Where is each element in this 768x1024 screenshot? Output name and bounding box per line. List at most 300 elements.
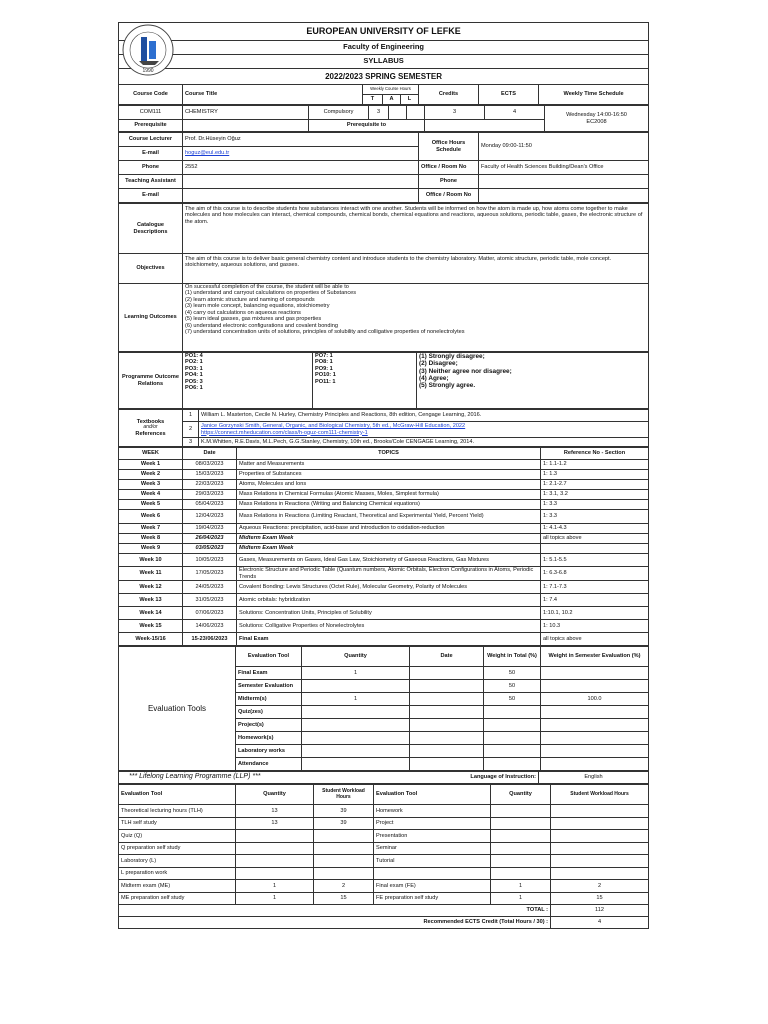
language-value: English [539, 772, 649, 784]
references-title: References [135, 430, 166, 437]
ects-label: ECTS [479, 85, 539, 105]
week-reference: 1: 5.1-5.5 [541, 554, 649, 567]
workload-qty-left [236, 830, 314, 843]
course-title-label: Course Title [183, 85, 363, 105]
eval-weight-semester [541, 667, 649, 680]
and-or-text: and/or [143, 424, 158, 431]
workload-hours-right [551, 842, 649, 855]
po-item: PO1: 4 [185, 353, 203, 359]
workload-qty-left: 1 [236, 880, 314, 893]
ta-label: Teaching Assistant [119, 175, 183, 189]
po-item: PO2: 1 [185, 359, 203, 366]
week-label: Week 15 [119, 620, 183, 633]
workload-item-right: Seminar [374, 842, 491, 855]
week-row [119, 607, 649, 620]
week-label: Week 12 [119, 581, 183, 594]
eval-quantity [302, 706, 410, 719]
description-table [118, 203, 649, 352]
workload-hours-header-right: Student Workload Hours [551, 785, 649, 805]
learning-outcomes-label: Learning Outcomes [119, 284, 183, 352]
outcome-line: (4) carry out calculations on aqueous reactions [185, 309, 301, 316]
prerequisite-to-value [425, 120, 545, 132]
week-date: 29/03/2023 [183, 490, 237, 500]
eval-weight-total: 50 [484, 693, 541, 706]
workload-row [119, 830, 649, 843]
week-label: Week 2 [119, 470, 183, 480]
week-date: 14/06/2023 [183, 620, 237, 633]
workload-row [119, 892, 649, 905]
po-item: PO7: 1 [315, 353, 333, 359]
eval-weight-total [484, 732, 541, 745]
week-topic: Covalent Bonding: Lewis Structures (Octet Rule), Molecular Geometry, Polarity of Molecules [237, 581, 541, 594]
week-topic: Final Exam [237, 633, 541, 646]
evaluation-table [118, 646, 649, 771]
course-code-label: Course Code [119, 85, 183, 105]
textbooks-table [118, 409, 649, 447]
outcome-line: (7) understand concentration units of solutions, principles of solubility and colligative properties of nonelectrolytes [185, 328, 465, 335]
week-date: 08/03/2023 [183, 460, 237, 470]
workload-item-right [374, 867, 491, 880]
l-label: L [401, 95, 419, 105]
workload-qty-left [236, 842, 314, 855]
ects-recommended-value: 4 [551, 917, 649, 929]
week-row [119, 567, 649, 581]
workload-item-right: Tutorial [374, 855, 491, 868]
syllabus-table [118, 22, 649, 105]
eval-date [410, 732, 484, 745]
eval-tool: Quiz(zes) [236, 706, 302, 719]
eval-date [410, 680, 484, 693]
reference-header: Reference No - Section [541, 448, 649, 460]
workload-qty-right [491, 842, 551, 855]
week-date: 31/05/2023 [183, 594, 237, 607]
llp-title: *** Lifelong Learning Programme (LLP) *** [119, 772, 449, 784]
credits-value: 3 [425, 106, 485, 120]
week-date: 19/04/2023 [183, 524, 237, 534]
textbook-number: 2 [183, 422, 199, 438]
workload-hours-right [551, 855, 649, 868]
document-title: SYLLABUS [119, 55, 649, 69]
week-topic: Matter and Measurements [237, 460, 541, 470]
week-topic: Aqueous Reactions: precipitation, acid-base and introduction to oxidation-reduction [237, 524, 541, 534]
rating-scale [417, 353, 649, 409]
po-item: PO5: 3 [185, 378, 203, 385]
university-name: EUROPEAN UNIVERSITY OF LEFKE [119, 23, 649, 41]
week-label: Week 8 [119, 534, 183, 544]
textbooks-title: Textbooks [136, 418, 165, 425]
textbook-title-link[interactable]: Janice Gorzynski Smith, General, Organic, and Biological Chemistry, 5th ed., McGraw-Hill Education, 2022 [201, 423, 466, 430]
logo-year: 1990 [142, 68, 154, 74]
week-date: 07/06/2023 [183, 607, 237, 620]
eval-date [410, 706, 484, 719]
workload-table [118, 784, 649, 929]
eval-weight-semester [541, 680, 649, 693]
eval-weight-semester [541, 745, 649, 758]
week-reference: 1: 3.1, 3.2 [541, 490, 649, 500]
workload-qty-right [491, 805, 551, 818]
ta-office-label: Office / Room No [419, 189, 479, 203]
week-row [119, 620, 649, 633]
eval-date [410, 719, 484, 732]
eval-weight-total [484, 706, 541, 719]
workload-qty-left: 13 [236, 817, 314, 830]
week-reference: 1: 1.1-1.2 [541, 460, 649, 470]
week-row [119, 510, 649, 524]
workload-item-right: Homework [374, 805, 491, 818]
evaluation-tools-label: Evaluation Tools [119, 647, 236, 771]
ta-phone-label: Phone [419, 175, 479, 189]
ta-email-label: E-mail [119, 189, 183, 203]
t-label: T [363, 95, 383, 105]
eval-weight-semester [541, 732, 649, 745]
t-hours: 3 [369, 106, 389, 120]
semester-title: 2022/2023 SPRING SEMESTER [119, 69, 649, 85]
workload-item-left: Quiz (Q) [119, 830, 236, 843]
eval-tool: Homework(s) [236, 732, 302, 745]
workload-hours-right: 2 [551, 880, 649, 893]
week-topic: Mass Relations in Chemical Formulas (Atomic Masses, Moles, Simplest formula) [237, 490, 541, 500]
week-label: Week 10 [119, 554, 183, 567]
scale-item: (5) Strongly agree. [419, 382, 476, 390]
workload-qty-left [236, 855, 314, 868]
week-row [119, 554, 649, 567]
week-date: 24/05/2023 [183, 581, 237, 594]
workload-hours-left [314, 867, 374, 880]
workload-row [119, 880, 649, 893]
outcome-line: On successful completion of the course, the student will be able to [185, 284, 349, 290]
week-reference: 1: 3.3 [541, 510, 649, 524]
outcome-line: (5) learn ideal gasses, gas mixtures and gas properties [185, 316, 322, 323]
workload-qty-right [491, 830, 551, 843]
week-row [119, 470, 649, 480]
eval-quantity: 1 [302, 693, 410, 706]
week-row [119, 500, 649, 510]
ta-office-value [479, 189, 649, 203]
outcome-line: (1) understand and carryout calculations on properties of Substances [185, 290, 357, 297]
eval-quantity: 1 [302, 667, 410, 680]
lecturer-name: Prof. Dr.Hüseyin Oğuz [183, 133, 419, 147]
workload-hours-right [551, 805, 649, 818]
faculty-name: Faculty of Engineering [119, 41, 649, 55]
week-topic: Solutions: Colligative Properties of Nonelectrolytes [237, 620, 541, 633]
week-topic: Electronic Structure and Periodic Table (Quantum numbers, Atomic Orbitals, Electron Configurations in Atoms, Periodic Trends [237, 567, 541, 581]
week-topic: Mass Relations in Reactions (Writing and Balancing Chemical equations) [237, 500, 541, 510]
week-reference: 1: 6.3-6.8 [541, 567, 649, 581]
workload-hours-left [314, 842, 374, 855]
contact-table [118, 132, 649, 203]
scale-item: (4) Agree; [419, 375, 449, 383]
workload-qty-right [491, 867, 551, 880]
course-title: CHEMISTRY [183, 106, 309, 120]
course-type: Compulsory [309, 106, 369, 120]
week-date: 17/05/2023 [183, 567, 237, 581]
workload-qty-left [236, 867, 314, 880]
eval-date-header: Date [410, 647, 484, 667]
eval-weight-semester [541, 706, 649, 719]
eval-quantity [302, 680, 410, 693]
week-date: 26/04/2023 [183, 534, 237, 544]
eval-weight-semester: 100.0 [541, 693, 649, 706]
eval-quantity [302, 758, 410, 771]
weeks-table [118, 447, 649, 646]
week-topic: Atomic orbitals: hybridization [237, 594, 541, 607]
week-date: 15/03/2023 [183, 470, 237, 480]
eval-weight-total: 50 [484, 680, 541, 693]
phone-label: Phone [119, 161, 183, 175]
programme-label: Programme Outcome Relations [119, 353, 183, 409]
eval-tool: Attendance [236, 758, 302, 771]
week-row [119, 480, 649, 490]
scale-item: (3) Neither agree nor disagree; [419, 367, 512, 375]
eval-weight-total-header: Weight in Total (%) [484, 647, 541, 667]
workload-hours-left [314, 830, 374, 843]
programme-table [118, 352, 649, 409]
university-seal-icon [119, 23, 177, 77]
eval-quantity [302, 719, 410, 732]
week-topic: Midterm Exam Week [237, 544, 541, 554]
workload-item-left: ME preparation self study [119, 892, 236, 905]
office-room-value: Faculty of Health Sciences Building/Dean's Office [479, 161, 649, 175]
textbook-text: K.M.Whitten, R.E.Davis, M.L.Pech, G.G.Stanley, Chemistry, 10th ed., Brooks/Cole CENGAGE Learning, 2014. [199, 438, 649, 447]
week-reference: 1: 10.3 [541, 620, 649, 633]
eval-quantity [302, 732, 410, 745]
catalogue-text: The aim of this course is to describe students how substances interact with one another. Students will be informed on how the atom is made up, how atoms come together to make molecules and how molecules can interact, chemical compounds, chemical bonds, chemical equations and reactions, aqueous solutions, periodic table, gases, the electronic structure of the atom. [183, 204, 649, 254]
eval-date [410, 745, 484, 758]
scale-item: (2) Disagree; [419, 360, 458, 368]
po-column-1 [183, 353, 313, 409]
week-reference: all topics above [541, 534, 649, 544]
syllabus-sheet [118, 22, 648, 1007]
week-topic: Gases, Measurements on Gases, Ideal Gas Law, Stoichiometry of Gaseous Reactions, Gas Mixtures [237, 554, 541, 567]
week-date: 03/05/2023 [183, 544, 237, 554]
textbook-text: William L. Masterton, Cecile N. Hurley, Chemistry Principles and Reactions, 8th edition, Cengage Learning, 2016. [199, 410, 649, 422]
lecturer-label: Course Lecturer [119, 133, 183, 147]
workload-item-right: FE preparation self study [374, 892, 491, 905]
eval-tool-header: Evaluation Tool [236, 647, 302, 667]
workload-qty-right: 1 [491, 880, 551, 893]
week-label: Week 5 [119, 500, 183, 510]
workload-hours-right [551, 817, 649, 830]
week-reference [541, 544, 649, 554]
workload-hours-left: 2 [314, 880, 374, 893]
credits-label: Credits [419, 85, 479, 105]
eval-tool: Laboratory works [236, 745, 302, 758]
prerequisite-to-label: Prerequisite to [309, 120, 425, 132]
office-hours-label: Office Hours Schedule [419, 133, 479, 161]
eval-tool: Final Exam [236, 667, 302, 680]
week-reference: 1: 2.1-2.7 [541, 480, 649, 490]
week-date: 12/04/2023 [183, 510, 237, 524]
eval-date [410, 667, 484, 680]
eval-weight-semester-header: Weight in Semester Evaluation (%) [541, 647, 649, 667]
objectives-label: Objectives [119, 254, 183, 284]
week-label: Week-15/16 [119, 633, 183, 646]
eval-weight-total [484, 719, 541, 732]
ta-email-value [183, 189, 419, 203]
workload-item-right: Final exam (FE) [374, 880, 491, 893]
week-reference: 1: 1.3 [541, 470, 649, 480]
week-date: 10/05/2023 [183, 554, 237, 567]
lecturer-email-link[interactable]: hoguz@eul.edu.tr [183, 147, 419, 161]
catalogue-label: Catalogue Descriptions [119, 204, 183, 254]
textbook-text [199, 422, 649, 438]
eval-weight-semester [541, 719, 649, 732]
week-row [119, 594, 649, 607]
schedule-room: EC2008 [586, 118, 607, 125]
week-reference: 1:10.1, 10.2 [541, 607, 649, 620]
objectives-text: The aim of this course is to deliver basic general chemistry content and introduce students to the chemistry laboratory. Matter, atomic structure, periodic table, mole concept. stoichiometry, aqueous solutions, and gasses. [183, 254, 649, 284]
textbooks-label [119, 410, 183, 447]
eval-tool: Midterm(s) [236, 693, 302, 706]
workload-row [119, 855, 649, 868]
workload-item-right: Presentation [374, 830, 491, 843]
ects-value: 4 [485, 106, 545, 120]
prerequisite-label: Prerequisite [119, 120, 183, 132]
email-label: E-mail [119, 147, 183, 161]
schedule-label: Weekly Time Schedule [539, 85, 649, 105]
workload-row [119, 805, 649, 818]
week-topic: Mass Relations in Reactions (Limiting Reactant, Theoretical and Experimental Yield, Percent Yield) [237, 510, 541, 524]
week-label: Week 13 [119, 594, 183, 607]
workload-qty-left: 1 [236, 892, 314, 905]
workload-tool-header-left: Evaluation Tool [119, 785, 236, 805]
ta-value [183, 175, 419, 189]
office-room-label: Office / Room No [419, 161, 479, 175]
week-topic: Solutions: Concentration Units, Principles of Solubility [237, 607, 541, 620]
eval-quantity [302, 745, 410, 758]
workload-item-left: L preparation work [119, 867, 236, 880]
week-label: Week 1 [119, 460, 183, 470]
a-label: A [383, 95, 401, 105]
week-label: Week 14 [119, 607, 183, 620]
po-item: PO11: 1 [315, 378, 336, 385]
week-row [119, 490, 649, 500]
llp-table [118, 771, 649, 784]
a-hours [389, 106, 407, 120]
week-row [119, 524, 649, 534]
week-topic: Properties of Substances [237, 470, 541, 480]
outcome-line: (6) understand electronic configurations and covalent bonding [185, 322, 338, 329]
week-reference: 1: 7.1-7.3 [541, 581, 649, 594]
office-hours-value: Monday 09:00-11:50 [479, 133, 649, 161]
eval-quantity-header: Quantity [302, 647, 410, 667]
po-item: PO3: 1 [185, 365, 203, 372]
week-row [119, 534, 649, 544]
l-hours [407, 106, 425, 120]
po-column-2 [313, 353, 417, 409]
workload-hours-header-left: Student Workload Hours [314, 785, 374, 805]
week-date: 22/03/2023 [183, 480, 237, 490]
eval-weight-total [484, 758, 541, 771]
course-code: COM111 [119, 106, 183, 120]
week-label: Week 9 [119, 544, 183, 554]
workload-item-left: Theoretical lecturing hours (TLH) [119, 805, 236, 818]
week-label: Week 3 [119, 480, 183, 490]
phone-value: 2552 [183, 161, 419, 175]
po-item: PO8: 1 [315, 359, 333, 366]
textbook-number: 3 [183, 438, 199, 447]
po-item: PO10: 1 [315, 372, 336, 379]
workload-tool-header-right: Evaluation Tool [374, 785, 491, 805]
workload-item-left: Laboratory (L) [119, 855, 236, 868]
week-header: WEEK [119, 448, 183, 460]
workload-qty-header-left: Quantity [236, 785, 314, 805]
eval-weight-total: 50 [484, 667, 541, 680]
workload-hours-left [314, 855, 374, 868]
workload-row [119, 867, 649, 880]
workload-qty-right [491, 855, 551, 868]
ta-phone-value [479, 175, 649, 189]
workload-hours-right: 15 [551, 892, 649, 905]
textbook-number: 1 [183, 410, 199, 422]
week-date: 05/04/2023 [183, 500, 237, 510]
workload-item-left: Midterm exam (ME) [119, 880, 236, 893]
workload-hours-left: 39 [314, 817, 374, 830]
week-label: Week 11 [119, 567, 183, 581]
workload-hours-right [551, 830, 649, 843]
week-label: Week 4 [119, 490, 183, 500]
po-item: PO9: 1 [315, 365, 333, 372]
weekly-hours-label: Weekly Course Hours [363, 85, 419, 95]
eval-date [410, 693, 484, 706]
date-header: Date [183, 448, 237, 460]
university-logo [119, 23, 177, 77]
workload-hours-right [551, 867, 649, 880]
week-row [119, 460, 649, 470]
course-table [118, 105, 649, 132]
total-value: 112 [551, 905, 649, 917]
workload-qty-left: 13 [236, 805, 314, 818]
learning-outcomes-list [183, 284, 649, 352]
topics-header: TOPICS [237, 448, 541, 460]
workload-qty-header-right: Quantity [491, 785, 551, 805]
ects-recommended-label: Recommended ECTS Credit (Total Hours / 30) : [119, 917, 551, 929]
week-reference: all topics above [541, 633, 649, 646]
week-row [119, 581, 649, 594]
workload-item-left: TLH self study [119, 817, 236, 830]
week-row [119, 544, 649, 554]
eval-tool: Semester Evaluation [236, 680, 302, 693]
week-reference: 1: 4.1-4.3 [541, 524, 649, 534]
workload-hours-left: 15 [314, 892, 374, 905]
week-label: Week 6 [119, 510, 183, 524]
weekly-schedule [545, 106, 649, 132]
week-label: Week 7 [119, 524, 183, 534]
scale-item: (1) Strongly disagree; [419, 353, 485, 360]
eval-date [410, 758, 484, 771]
workload-qty-right [491, 817, 551, 830]
week-topic: Atoms, Molecules and Ions [237, 480, 541, 490]
total-label: TOTAL : [119, 905, 551, 917]
workload-item-right: Project [374, 817, 491, 830]
week-topic: Midterm Exam Week [237, 534, 541, 544]
week-date: 15-23/06/2023 [183, 633, 237, 646]
eval-weight-semester [541, 758, 649, 771]
eval-weight-total [484, 745, 541, 758]
workload-row [119, 842, 649, 855]
textbook-url-link[interactable]: https://connect.mheducation.com/class/h-oguz-com111-chemistry-1 [201, 429, 368, 436]
workload-qty-right: 1 [491, 892, 551, 905]
week-row [119, 633, 649, 646]
schedule-time: Wednesday 14:00-16:50 [566, 112, 627, 119]
outcome-line: (2) learn atomic structure and naming of compounds [185, 296, 315, 303]
workload-row [119, 817, 649, 830]
outcome-line: (3) learn mole concept, balancing equations, stoichiometry [185, 303, 330, 310]
workload-hours-left: 39 [314, 805, 374, 818]
week-reference: 1: 3.3 [541, 500, 649, 510]
language-label: Language of Instruction: [449, 772, 539, 784]
po-item: PO4: 1 [185, 372, 203, 379]
